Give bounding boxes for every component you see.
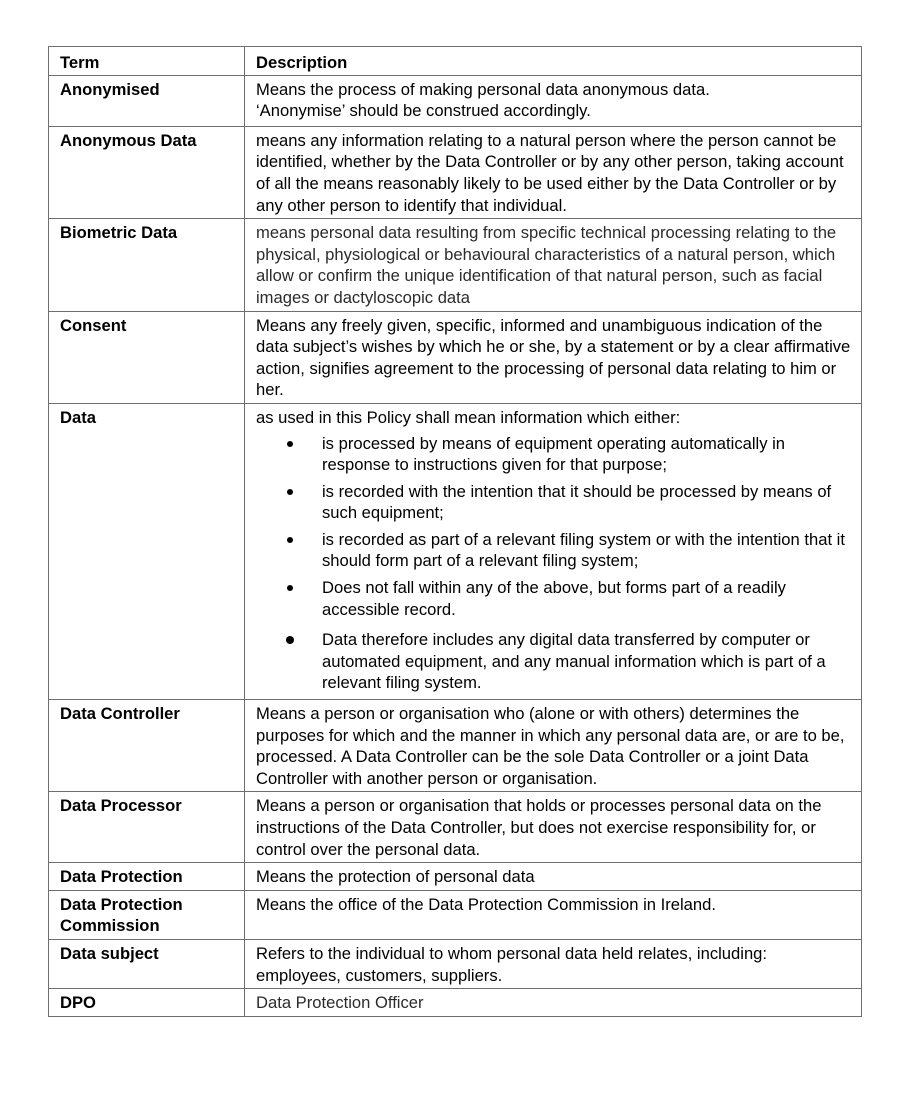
- table-row: [49, 792, 862, 863]
- column-header-description: Description: [245, 47, 862, 76]
- term-cell: Data Protection Commission: [49, 890, 245, 939]
- list-item: [256, 481, 851, 524]
- bullet-icon: [287, 441, 293, 447]
- table-row: [49, 126, 862, 218]
- bullet-icon: [287, 585, 293, 591]
- bullet-icon: [287, 537, 293, 543]
- table-row: [49, 75, 862, 126]
- description-cell: Means a person or organisation who (alone or with others) determines the purposes for which and the manner in which any personal data are, or are to be, processed. A Data Controller can be the sole Data Controller or a joint Data Controller with another person or organisation.: [245, 700, 862, 792]
- term-cell: DPO: [49, 989, 245, 1017]
- table-row: [49, 863, 862, 891]
- description-intro: as used in this Policy shall mean information which either:: [256, 407, 681, 427]
- column-header-term: Term: [49, 47, 245, 76]
- description-cell: Means the office of the Data Protection Commission in Ireland.: [245, 890, 862, 939]
- list-item: [256, 433, 851, 476]
- list-item-text: is processed by means of equipment operating automatically in response to instructions given for that purpose;: [322, 433, 786, 475]
- bullet-list: [256, 433, 851, 695]
- table-row: [49, 219, 862, 311]
- bullet-icon: [287, 489, 293, 495]
- term-cell: Data subject: [49, 939, 245, 988]
- list-item: [256, 629, 851, 694]
- description-cell: Means any freely given, specific, informed and unambiguous indication of the data subject’s wishes by which he or she, by a statement or by a clear affirmative action, signifies agreement to the processing of personal data relating to him or her.: [245, 311, 862, 403]
- description-cell: Means the protection of personal data: [245, 863, 862, 891]
- table-row: [49, 403, 862, 699]
- term-cell: Biometric Data: [49, 219, 245, 311]
- term-cell: Data: [49, 403, 245, 699]
- description-line: ‘Anonymise’ should be construed accordingly.: [256, 101, 591, 121]
- description-cell: [245, 403, 862, 699]
- term-cell: Data Protection: [49, 863, 245, 891]
- list-item-text: Data therefore includes any digital data transferred by computer or automated equipment, and any manual information which is part of a relevant filing system.: [322, 630, 826, 693]
- description-line: Means the process of making personal data anonymous data.: [256, 79, 710, 99]
- definitions-table: [48, 46, 862, 1017]
- table-row: [49, 939, 862, 988]
- list-item-text: Does not fall within any of the above, but forms part of a readily accessible record.: [322, 578, 786, 619]
- term-cell: Anonymous Data: [49, 126, 245, 218]
- description-cell: Means a person or organisation that holds or processes personal data on the instructions of the Data Controller, but does not exercise responsibility for, or control over the personal data.: [245, 792, 862, 863]
- description-cell: means personal data resulting from specific technical processing relating to the physical, physiological or behavioural characteristics of a natural person, which allow or confirm the unique identification of that natural person, such as facial images or dactyloscopic data: [245, 219, 862, 311]
- term-cell: Data Controller: [49, 700, 245, 792]
- term-cell: Data Processor: [49, 792, 245, 863]
- table-row: [49, 700, 862, 792]
- description-cell: [245, 75, 862, 126]
- table-row: [49, 890, 862, 939]
- term-cell: Anonymised: [49, 75, 245, 126]
- description-cell: Refers to the individual to whom personal data held relates, including: employees, customers, suppliers.: [245, 939, 862, 988]
- bullet-icon: [286, 636, 294, 644]
- table-row: [49, 989, 862, 1017]
- description-cell: means any information relating to a natural person where the person cannot be identified, whether by the Data Controller or by any other person, taking account of all the means reasonably likely to be used either by the Data Controller or by any other person to identify that individual.: [245, 126, 862, 218]
- term-cell: Consent: [49, 311, 245, 403]
- table-row: [49, 311, 862, 403]
- description-cell: Data Protection Officer: [245, 989, 862, 1017]
- list-item-text: is recorded as part of a relevant filing system or with the intention that it should form part of a relevant filing system;: [322, 529, 845, 571]
- list-item-text: is recorded with the intention that it should be processed by means of such equipment;: [322, 481, 832, 523]
- list-item: [256, 577, 851, 620]
- table-header-row: [49, 47, 862, 76]
- list-item: [256, 529, 851, 572]
